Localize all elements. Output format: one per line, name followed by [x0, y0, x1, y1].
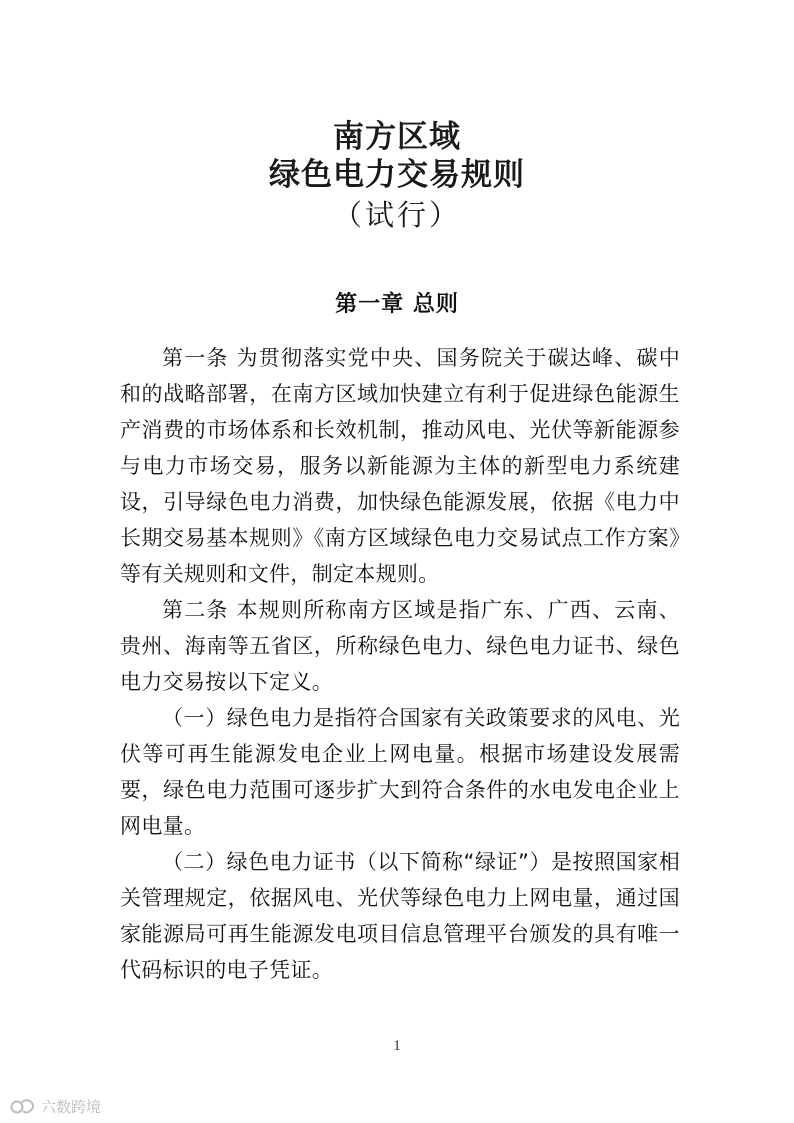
watermark — [10, 1096, 101, 1117]
brand-logo-icon — [10, 1098, 36, 1116]
page-number: 1 — [393, 1038, 401, 1054]
title-line-main: 绿色电力交易规则 — [269, 157, 525, 193]
document-title — [0, 118, 794, 234]
chapter-heading: 第一章 总则 — [335, 292, 459, 317]
document-body — [120, 340, 680, 988]
title-line-region: 南方区域 — [333, 119, 461, 155]
title-line-trial: （试行） — [332, 198, 461, 232]
paragraph-item-2: （二）绿色电力证书（以下简称“绿证”）是按照国家相关管理规定，依据风电、光伏等绿色电力上网电量，通过国家能源局可再生能源发电项目信息管理平台颁发的具有唯一代码标识的电子凭证。 — [120, 850, 680, 982]
watermark-text: 六数跨境 — [41, 1098, 102, 1116]
paragraph-article-2: 第二条 本规则所称南方区域是指广东、广西、云南、贵州、海南等五省区，所称绿色电力、绿色电力证书、绿色电力交易按以下定义。 — [120, 598, 680, 694]
paragraph-article-1: 第一条 为贯彻落实党中央、国务院关于碳达峰、碳中和的战略部署，在南方区域加快建立有利于促进绿色能源生产消费的市场体系和长效机制，推动风电、光伏等新能源参与电力市场交易，服务以新能源为主体的新型电力系统建设，引导绿色电力消费，加快绿色能源发展，依据《电力中长期交易基本规则》《南方区域绿色电力交易试点工作方案》等有关规则和文件，制定本规则。 — [120, 346, 680, 586]
paragraph-item-1: （一）绿色电力是指符合国家有关政策要求的风电、光伏等可再生能源发电企业上网电量。根据市场建设发展需要，绿色电力范围可逐步扩大到符合条件的水电发电企业上网电量。 — [120, 706, 680, 838]
